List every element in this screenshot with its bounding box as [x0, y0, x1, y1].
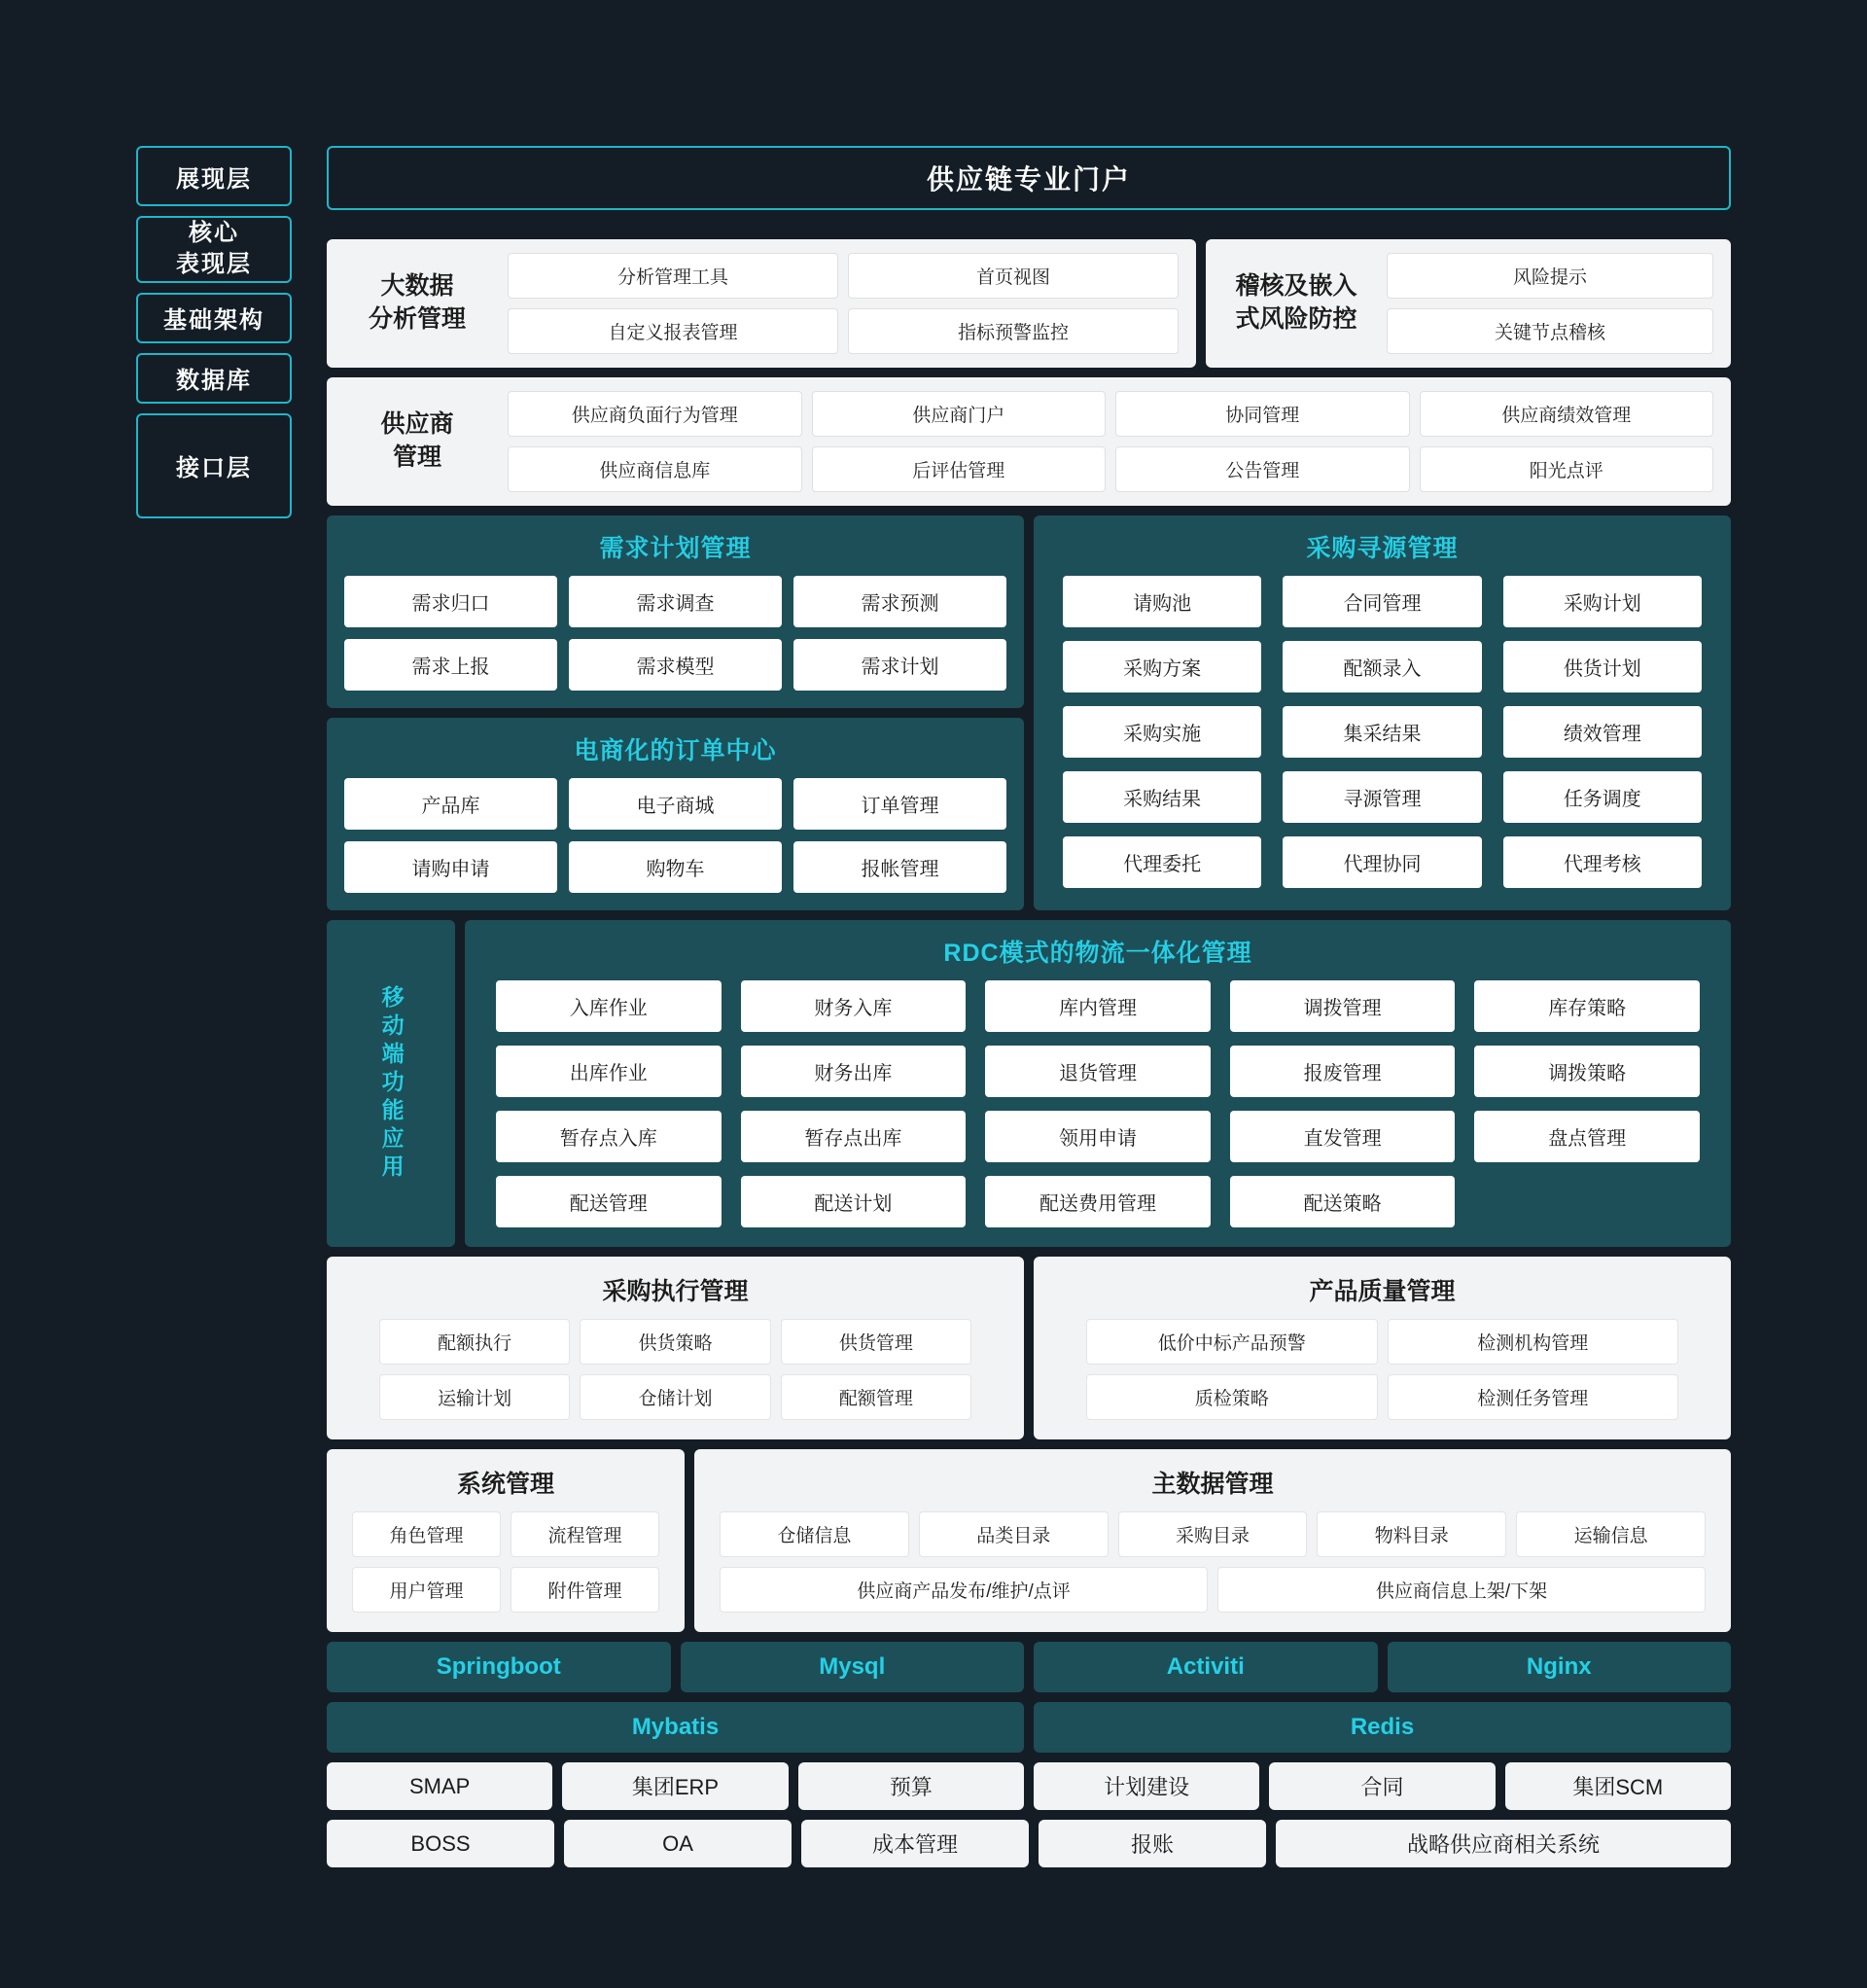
demand-plan-item[interactable]: 需求预测 — [793, 576, 1006, 627]
infra-item-springboot[interactable]: Springboot — [327, 1642, 671, 1692]
sourcing-item[interactable]: 采购实施 — [1063, 706, 1261, 758]
demand-plan-item[interactable]: 需求模型 — [569, 639, 782, 691]
exec-quality-row — [327, 1257, 1731, 1439]
purchase-exec-item[interactable]: 仓储计划 — [580, 1374, 770, 1420]
system-mgmt-item[interactable]: 附件管理 — [511, 1567, 659, 1613]
supplier-items — [508, 391, 1713, 492]
logistics-item[interactable]: 暂存点出库 — [741, 1111, 967, 1162]
logistics-item[interactable]: 暂存点入库 — [496, 1111, 722, 1162]
supplier-panel — [327, 377, 1731, 506]
bigdata-title-line2: 分析管理 — [368, 305, 466, 333]
master-data-row1 — [694, 1511, 1731, 1567]
mobile-app-panel — [327, 920, 455, 1247]
system-mgmt-title: 系统管理 — [456, 1471, 554, 1498]
order-center-item[interactable]: 请购申请 — [344, 841, 557, 893]
master-data-item[interactable]: 仓储信息 — [720, 1511, 909, 1557]
order-center-item[interactable]: 电子商城 — [569, 778, 782, 830]
logistics-item[interactable]: 出库作业 — [496, 1046, 722, 1097]
rail-interface-layer: 接口层 — [136, 413, 292, 518]
bigdata-item[interactable]: 自定义报表管理 — [508, 308, 838, 354]
api-item[interactable]: SMAP — [327, 1762, 552, 1810]
risk-item[interactable]: 关键节点稽核 — [1387, 308, 1713, 354]
api-item[interactable]: 集团ERP — [562, 1762, 788, 1810]
logistics-item[interactable]: 库内管理 — [985, 980, 1211, 1032]
order-center-title: 电商化的订单中心 — [574, 737, 777, 764]
logistics-item[interactable]: 配送管理 — [496, 1176, 722, 1227]
quality-item[interactable]: 检测机构管理 — [1388, 1319, 1679, 1365]
infrastructure-strip — [327, 1642, 1731, 1692]
sourcing-item[interactable]: 集采结果 — [1283, 706, 1481, 758]
infra-item-mysql[interactable]: Mysql — [681, 1642, 1025, 1692]
logistics-item[interactable]: 入库作业 — [496, 980, 722, 1032]
master-data-item[interactable]: 供应商产品发布/维护/点评 — [720, 1567, 1208, 1613]
sourcing-title: 采购寻源管理 — [1306, 535, 1459, 562]
logistics-items — [465, 980, 1731, 1247]
api-item[interactable]: OA — [564, 1820, 792, 1867]
sourcing-item[interactable]: 采购方案 — [1063, 641, 1261, 692]
rail-presentation-layer: 展现层 — [136, 146, 292, 206]
purchase-exec-items — [327, 1319, 1024, 1439]
portal-banner: 供应链专业门户 — [327, 146, 1731, 210]
rail-core-layer — [136, 216, 292, 283]
bigdata-items — [508, 253, 1179, 354]
quality-panel — [1034, 1257, 1731, 1439]
api-item[interactable]: 合同 — [1269, 1762, 1495, 1810]
bigdata-title — [344, 270, 490, 337]
layer-rail — [136, 146, 292, 518]
order-center-items — [327, 778, 1024, 910]
logistics-title: RDC模式的物流一体化管理 — [943, 940, 1252, 967]
diagram-layout — [136, 146, 1731, 1867]
sourcing-item[interactable]: 代理协同 — [1283, 836, 1481, 888]
demand-plan-items — [327, 576, 1024, 708]
logistics-item[interactable]: 退货管理 — [985, 1046, 1211, 1097]
purchase-exec-item[interactable]: 配额执行 — [379, 1319, 570, 1365]
purchase-exec-item[interactable]: 供货管理 — [781, 1319, 971, 1365]
logistics-item[interactable]: 报废管理 — [1230, 1046, 1456, 1097]
api-item[interactable]: BOSS — [327, 1820, 554, 1867]
sourcing-item[interactable]: 供货计划 — [1503, 641, 1702, 692]
risk-panel — [1206, 239, 1731, 368]
api-item[interactable]: 战略供应商相关系统 — [1276, 1820, 1731, 1867]
db-item-mybatis[interactable]: Mybatis — [327, 1702, 1024, 1753]
purchase-exec-item[interactable]: 运输计划 — [379, 1374, 570, 1420]
supplier-item[interactable]: 供应商门户 — [812, 391, 1107, 437]
order-center-item[interactable]: 购物车 — [569, 841, 782, 893]
mobile-app-title: 移动端功能应用 — [378, 984, 405, 1183]
master-data-panel — [694, 1449, 1731, 1632]
supplier-item[interactable]: 供应商绩效管理 — [1420, 391, 1714, 437]
logistics-item[interactable]: 领用申请 — [985, 1111, 1211, 1162]
supplier-title — [344, 408, 490, 475]
rail-core-line2: 表现层 — [176, 251, 252, 278]
demand-plan-panel — [327, 515, 1024, 708]
order-center-panel — [327, 718, 1024, 910]
logistics-item[interactable]: 配送计划 — [741, 1176, 967, 1227]
purchase-exec-title: 采购执行管理 — [602, 1278, 749, 1305]
system-mgmt-panel — [327, 1449, 685, 1632]
api-item[interactable]: 预算 — [798, 1762, 1024, 1810]
demand-plan-item[interactable]: 需求调查 — [569, 576, 782, 627]
system-masterdata-row — [327, 1449, 1731, 1632]
bigdata-risk-row — [327, 239, 1731, 368]
purchase-exec-panel — [327, 1257, 1024, 1439]
bigdata-item[interactable]: 分析管理工具 — [508, 253, 838, 299]
demand-plan-item[interactable]: 需求上报 — [344, 639, 557, 691]
system-mgmt-item[interactable]: 角色管理 — [352, 1511, 501, 1557]
master-data-title: 主数据管理 — [1151, 1471, 1274, 1498]
supplier-item[interactable]: 公告管理 — [1115, 446, 1410, 492]
demand-plan-title: 需求计划管理 — [599, 535, 752, 562]
quality-item[interactable]: 低价中标产品预警 — [1086, 1319, 1378, 1365]
system-mgmt-item[interactable]: 用户管理 — [352, 1567, 501, 1613]
logistics-item[interactable]: 盘点管理 — [1474, 1111, 1700, 1162]
risk-title — [1223, 270, 1369, 337]
bigdata-item[interactable]: 首页视图 — [848, 253, 1179, 299]
risk-item[interactable]: 风险提示 — [1387, 253, 1713, 299]
master-data-item[interactable]: 运输信息 — [1516, 1511, 1706, 1557]
db-item-redis[interactable]: Redis — [1034, 1702, 1731, 1753]
rail-infrastructure-layer: 基础架构 — [136, 293, 292, 343]
master-data-item[interactable]: 品类目录 — [919, 1511, 1109, 1557]
purchase-exec-item[interactable]: 供货策略 — [580, 1319, 770, 1365]
supplier-title-line1: 供应商 — [380, 410, 454, 439]
supplier-title-line2: 管理 — [392, 444, 441, 471]
order-center-item[interactable]: 产品库 — [344, 778, 557, 830]
quality-items — [1034, 1319, 1731, 1439]
supplier-item[interactable]: 供应商信息库 — [508, 446, 802, 492]
interface-row1 — [327, 1762, 1731, 1810]
master-data-item[interactable]: 采购目录 — [1118, 1511, 1308, 1557]
api-item[interactable]: 报账 — [1039, 1820, 1266, 1867]
interface-row2 — [327, 1820, 1731, 1867]
sourcing-item[interactable]: 采购结果 — [1063, 771, 1261, 823]
database-strip — [327, 1702, 1731, 1753]
supplier-item[interactable]: 后评估管理 — [812, 446, 1107, 492]
logistics-item[interactable]: 调拨策略 — [1474, 1046, 1700, 1097]
sourcing-item[interactable]: 寻源管理 — [1283, 771, 1481, 823]
rail-database-layer: 数据库 — [136, 353, 292, 404]
bigdata-item[interactable]: 指标预警监控 — [848, 308, 1179, 354]
sourcing-item[interactable]: 代理委托 — [1063, 836, 1261, 888]
api-item[interactable]: 计划建设 — [1034, 1762, 1259, 1810]
quality-title: 产品质量管理 — [1309, 1278, 1456, 1305]
sourcing-item[interactable]: 绩效管理 — [1503, 706, 1702, 758]
demand-sourcing-row — [327, 515, 1731, 910]
sourcing-panel — [1034, 515, 1731, 910]
order-center-item[interactable]: 订单管理 — [793, 778, 1006, 830]
mobile-logistics-row — [327, 920, 1731, 1247]
demand-order-column — [327, 515, 1024, 910]
rail-core-line1: 核心 — [189, 220, 239, 246]
supplier-item[interactable]: 阳光点评 — [1420, 446, 1714, 492]
purchase-exec-item[interactable]: 配额管理 — [781, 1374, 971, 1420]
logistics-item[interactable]: 直发管理 — [1230, 1111, 1456, 1162]
api-item[interactable]: 成本管理 — [801, 1820, 1029, 1867]
master-data-item[interactable]: 供应商信息上架/下架 — [1217, 1567, 1706, 1613]
risk-title-line2: 式风险防控 — [1235, 305, 1357, 333]
logistics-item[interactable]: 配送费用管理 — [985, 1176, 1211, 1227]
demand-plan-item[interactable]: 需求计划 — [793, 639, 1006, 691]
sourcing-item[interactable]: 任务调度 — [1503, 771, 1702, 823]
bigdata-panel — [327, 239, 1196, 368]
master-data-item[interactable]: 物料目录 — [1317, 1511, 1506, 1557]
logistics-item[interactable]: 财务入库 — [741, 980, 967, 1032]
sourcing-items — [1034, 576, 1731, 905]
sourcing-item[interactable]: 配额录入 — [1283, 641, 1481, 692]
supplier-item[interactable]: 协同管理 — [1115, 391, 1410, 437]
logistics-item[interactable]: 财务出库 — [741, 1046, 967, 1097]
system-mgmt-items — [327, 1511, 685, 1632]
sourcing-item[interactable]: 代理考核 — [1503, 836, 1702, 888]
quality-item[interactable]: 质检策略 — [1086, 1374, 1378, 1420]
infra-item-nginx[interactable]: Nginx — [1388, 1642, 1732, 1692]
risk-items — [1387, 253, 1713, 354]
logistics-item[interactable]: 调拨管理 — [1230, 980, 1456, 1032]
risk-title-line1: 稽核及嵌入 — [1235, 272, 1357, 301]
supplier-item[interactable]: 供应商负面行为管理 — [508, 391, 802, 437]
logistics-item[interactable]: 库存策略 — [1474, 980, 1700, 1032]
order-center-item[interactable]: 报帐管理 — [793, 841, 1006, 893]
logistics-panel — [465, 920, 1731, 1247]
logistics-item[interactable]: 配送策略 — [1230, 1176, 1456, 1227]
bigdata-title-line1: 大数据 — [380, 272, 454, 301]
master-data-row2 — [694, 1567, 1731, 1632]
system-mgmt-item[interactable]: 流程管理 — [511, 1511, 659, 1557]
sourcing-item[interactable]: 采购计划 — [1503, 576, 1702, 627]
sourcing-item[interactable]: 合同管理 — [1283, 576, 1481, 627]
quality-item[interactable]: 检测任务管理 — [1388, 1374, 1679, 1420]
diagram-content — [327, 146, 1731, 1867]
api-item[interactable]: 集团SCM — [1505, 1762, 1731, 1810]
infra-item-activiti[interactable]: Activiti — [1034, 1642, 1378, 1692]
sourcing-item[interactable]: 请购池 — [1063, 576, 1261, 627]
demand-plan-item[interactable]: 需求归口 — [344, 576, 557, 627]
